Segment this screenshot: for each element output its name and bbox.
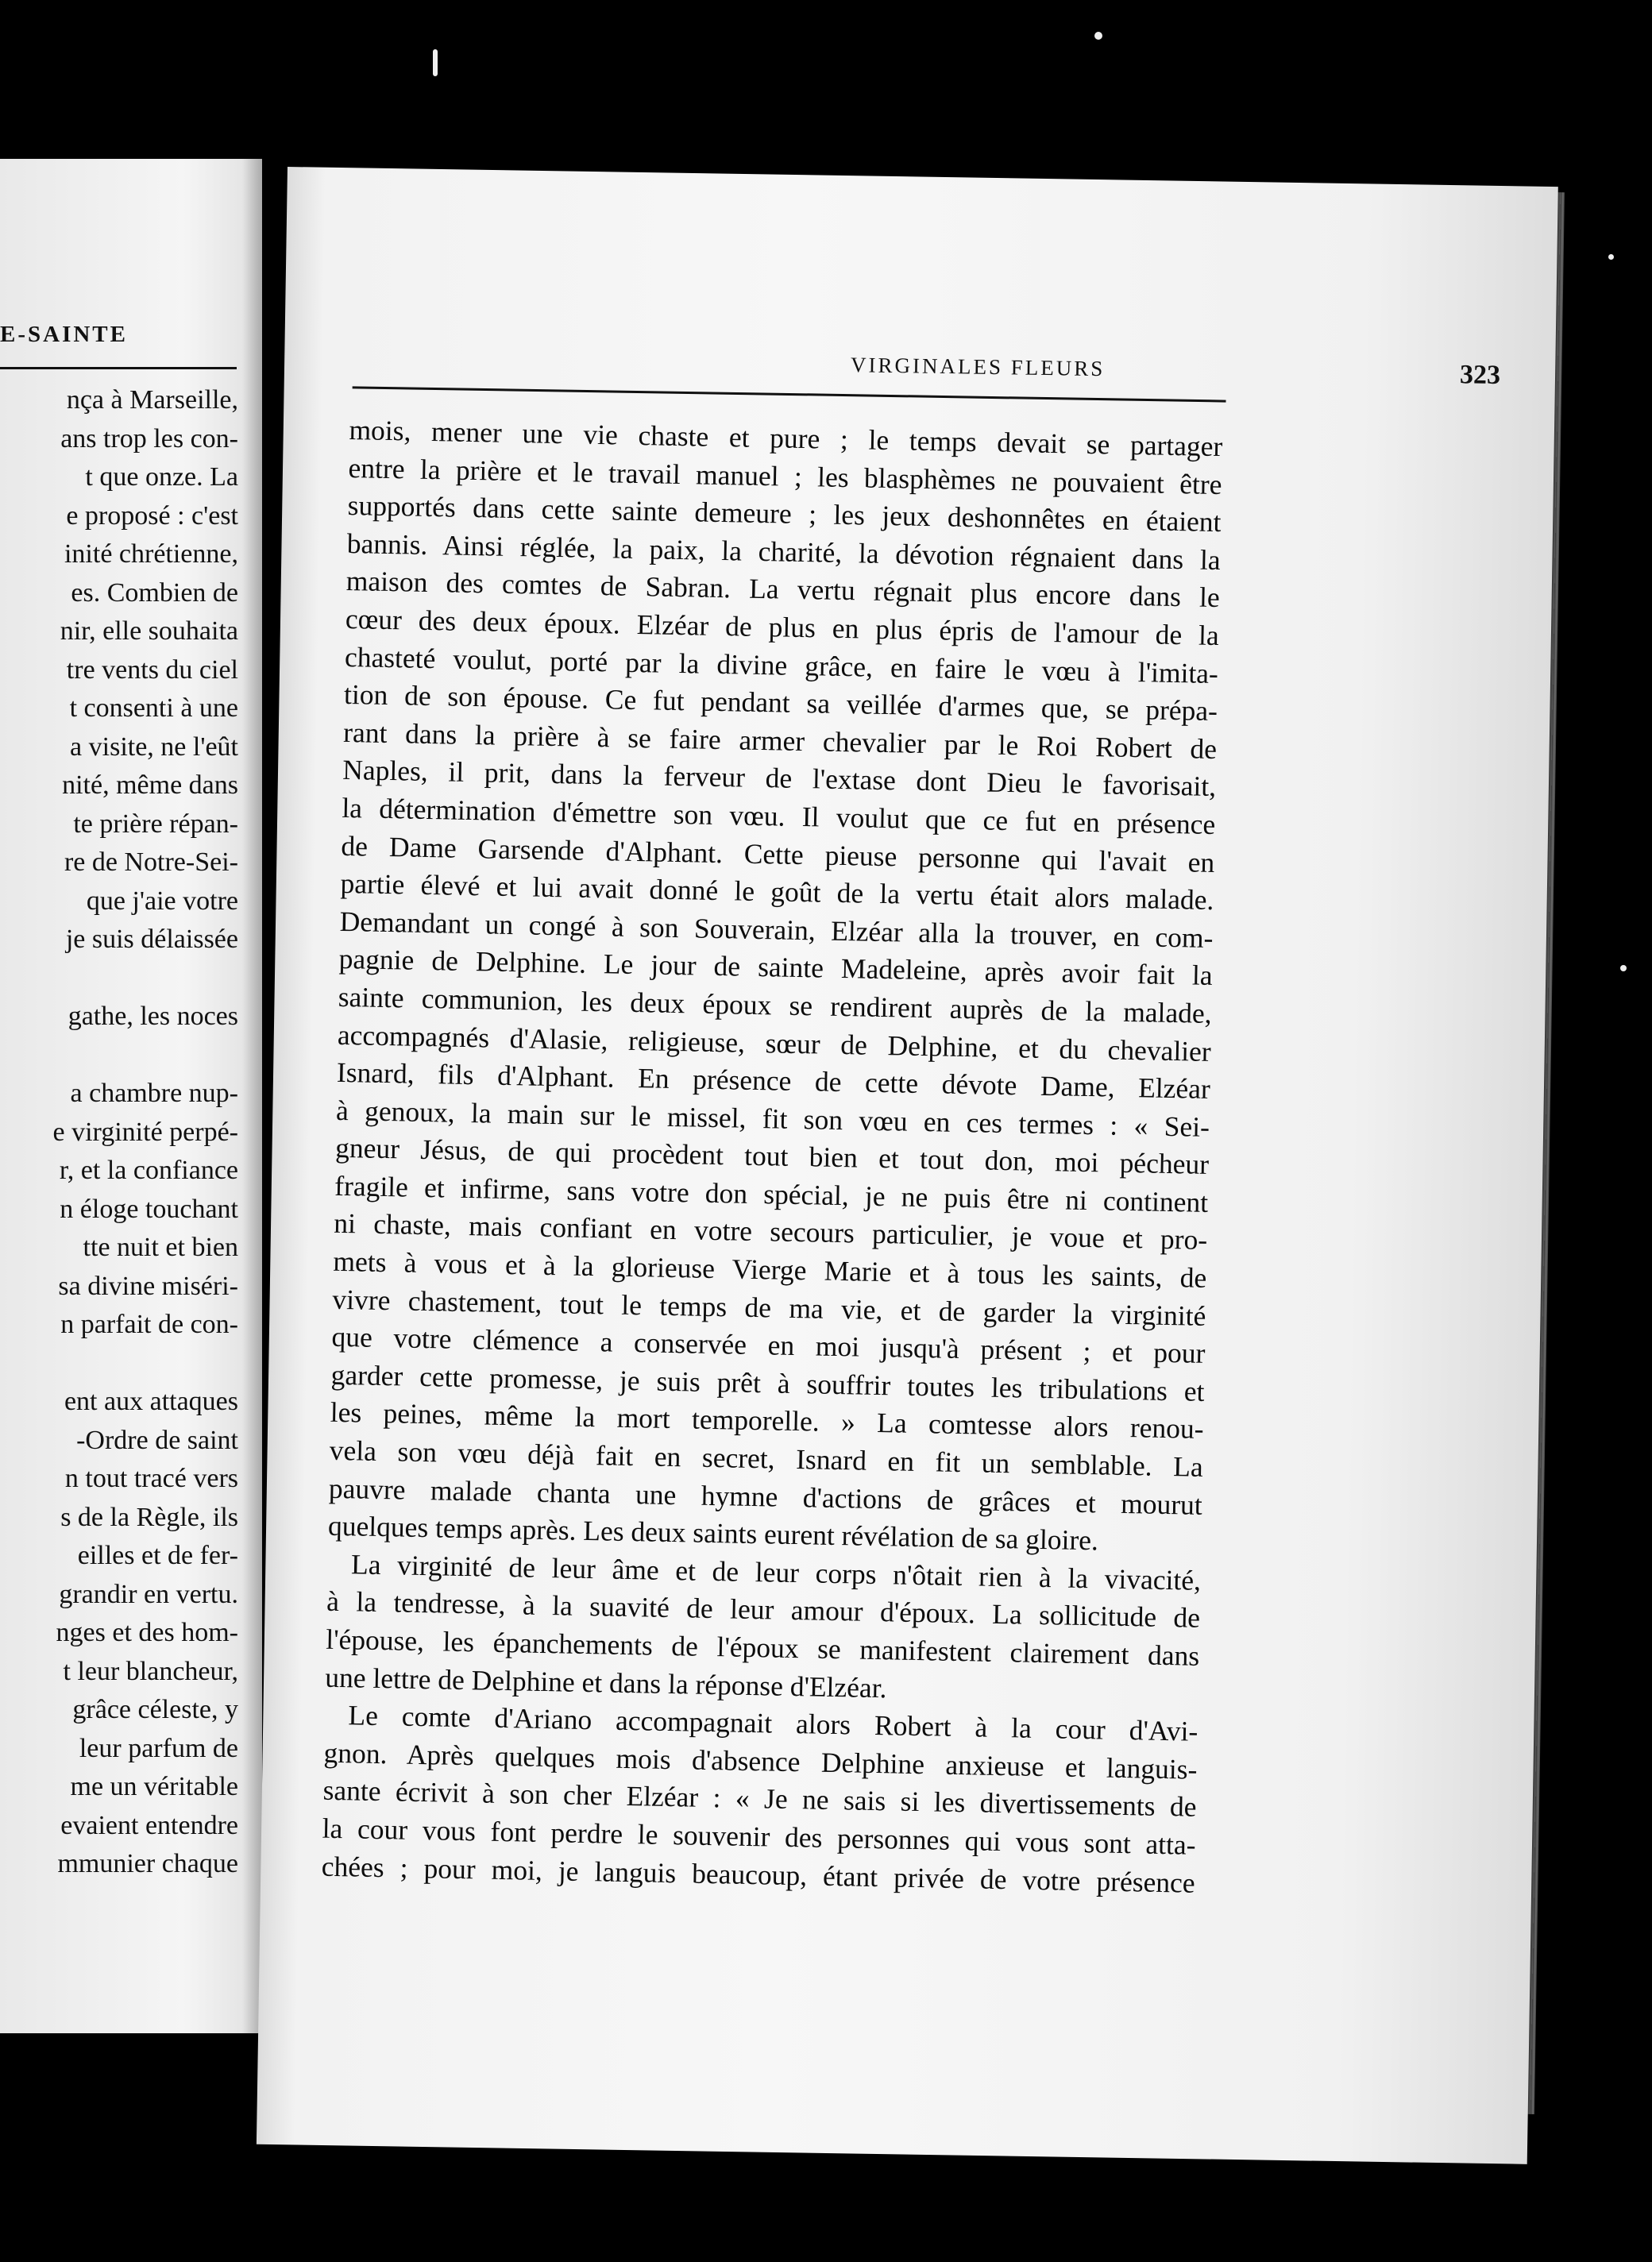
text-line: n éloge touchant — [60, 1194, 238, 1224]
text-line: la détermination d'émettre son vœu. Il voulut que ce fut en présence — [342, 791, 1216, 840]
text-line: garder cette promesse, je suis prêt à souffrir toutes les tribulations et — [330, 1358, 1205, 1407]
text-line: ni chaste, mais confiant en votre secours particulier, je voue et pro- — [333, 1207, 1208, 1256]
text-line: te prière répan- — [73, 809, 238, 839]
text-line: ans trop les con- — [60, 423, 238, 454]
blank-line — [0, 959, 238, 998]
blank-line — [0, 1345, 238, 1384]
text-line: fragile et infirme, sans votre don spécial, je ne puis être ni continent — [334, 1169, 1209, 1218]
text-line: gathe, les noces — [68, 1002, 238, 1031]
text-line: rant dans la prière à se faire armer chevalier par le Roi Robert de — [342, 716, 1218, 765]
header-rule — [353, 386, 1226, 402]
text-line: gnon. Après quelques mois d'absence Delphine anxieuse et languis- — [323, 1736, 1198, 1785]
text-line: re de Notre-Sei- — [64, 847, 238, 877]
text-line: n tout tracé vers — [64, 1464, 238, 1493]
left-page-text — [0, 381, 238, 1884]
text-line: supportés dans cette sainte demeure ; les jeux deshonnêtes en étaient — [347, 489, 1222, 538]
text-line: pauvre malade chanta une hymne d'actions de grâces et mourut — [328, 1472, 1203, 1521]
text-line: gneur Jésus, de qui procèdent tout bien et tout don, moi pécheur — [334, 1132, 1210, 1181]
text-line: a visite, ne l'eût — [70, 731, 238, 762]
text-line: les peines, même la mort temporelle. » La comtesse alors renou- — [330, 1396, 1204, 1446]
text-line: bannis. Ainsi réglée, la paix, la charité, la dévotion régnaient dans la — [346, 527, 1221, 576]
text-line: e virginité perpé- — [52, 1117, 238, 1147]
dust-speck — [1094, 32, 1102, 40]
dust-speck — [1608, 254, 1614, 260]
right-page-text — [321, 411, 1222, 1902]
text-line: me un véritable — [70, 1772, 238, 1801]
text-line: chasteté voulut, porté par la divine grâce, en faire le vœu à l'imita- — [344, 640, 1219, 689]
text-line: a chambre nup- — [70, 1079, 238, 1108]
left-page-header: E-SAINTE — [0, 322, 128, 347]
text-line: grandir en vertu. — [59, 1579, 238, 1609]
text-line: entre la prière et le travail manuel ; les blasphèmes ne pouvaient être — [348, 451, 1222, 500]
text-line: evaient entendre — [60, 1810, 238, 1840]
text-line: une lettre de Delphine et dans la réponse d'Elzéar. — [325, 1661, 887, 1704]
page-number: 323 — [1459, 360, 1501, 391]
text-line: nça à Marseille, — [66, 385, 238, 415]
text-line: pagnie de Delphine. Le jour de sainte Madeleine, après avoir fait la — [338, 943, 1213, 992]
left-header-rule — [0, 367, 237, 369]
dust-speck — [1620, 965, 1627, 971]
text-line: sainte communion, les deux époux se rendirent auprès de la malade, — [338, 980, 1213, 1029]
text-line: tion de son épouse. Ce fut pendant sa veillée d'armes que, se prépa- — [343, 678, 1218, 728]
text-line: nges et des hom- — [56, 1618, 238, 1647]
text-line: t leur blancheur, — [63, 1656, 238, 1686]
text-line: eilles et de fer- — [77, 1541, 238, 1570]
text-line: mmunier chaque — [57, 1849, 238, 1878]
text-line: es. Combien de — [71, 577, 238, 608]
text-line: e proposé : c'est — [66, 500, 238, 531]
text-line: je suis délaissée — [65, 924, 238, 954]
text-line: partie élevé et lui avait donné le goût de la vertu était alors malade. — [340, 867, 1214, 917]
text-line: cœur des deux époux. Elzéar de plus en plus épris de l'amour de la — [345, 602, 1220, 652]
text-line: à genoux, la main sur le missel, fit son vœu en ces termes : « Sei- — [335, 1094, 1210, 1143]
text-line: Naples, il prit, dans la ferveur de l'extase dont Dieu le favorisait, — [342, 754, 1217, 803]
text-line: n parfait de con- — [60, 1310, 238, 1339]
text-line: mets à vous et à la glorieuse Vierge Marie et à tous les saints, de — [333, 1245, 1207, 1294]
text-line: ent aux attaques — [64, 1387, 238, 1416]
text-line: que votre clémence a conservée en moi jusqu'à présent ; et pour — [331, 1321, 1206, 1370]
text-line: nité, même dans — [62, 770, 238, 800]
text-line: accompagnés d'Alasie, religieuse, sœur de Delphine, et du chevalier — [337, 1018, 1212, 1067]
text-line: Demandant un congé à son Souverain, Elzéar alla la trouver, en com- — [339, 905, 1214, 954]
text-line: tre vents du ciel — [66, 654, 238, 685]
text-line: inité chrétienne, — [64, 539, 238, 569]
dust-speck — [433, 49, 438, 76]
text-line: nir, elle souhaita — [60, 616, 238, 646]
left-page — [0, 159, 262, 2033]
text-line: chées ; pour moi, je languis beaucoup, étant privée de votre présence — [321, 1850, 1196, 1899]
text-line: r, et la confiance — [59, 1156, 238, 1185]
text-line: quelques temps après. Les deux saints eurent révélation de sa gloire. — [327, 1509, 1099, 1557]
text-line: Le comte d'Ariano accompagnait alors Robert à la cour d'Avi- — [348, 1699, 1198, 1747]
text-line: la cour vous font perdre le souvenir des personnes qui vous sont atta- — [322, 1812, 1196, 1861]
text-line: sante écrivit à son cher Elzéar : « Je ne sais si les divertissements de — [322, 1774, 1197, 1824]
text-line: à la tendresse, à la suavité de leur amour d'époux. La sollicitude de — [326, 1585, 1201, 1635]
blank-line — [0, 1036, 238, 1075]
text-line: s de la Règle, ils — [60, 1502, 238, 1532]
text-line: l'épouse, les épanchements de l'époux se manifestent clairement dans — [325, 1623, 1200, 1672]
text-line: vela son vœu déjà fait en secret, Isnard en fit un semblable. La — [329, 1434, 1204, 1483]
text-line: sa divine miséri- — [58, 1271, 238, 1301]
text-line: que j'aie votre — [86, 886, 238, 916]
text-line: de Dame Garsende d'Alphant. Cette pieuse personne qui l'avait en — [341, 829, 1215, 878]
text-line: maison des comtes de Sabran. La vertu régnait plus encore dans le — [345, 565, 1221, 614]
text-line: La virginité de leur âme et de leur corps n'ôtait rien à la vivacité, — [350, 1548, 1202, 1596]
text-line: t consenti à une — [69, 693, 238, 723]
text-line: t que onze. La — [85, 462, 238, 492]
text-line: Isnard, fils d'Alphant. En présence de cette dévote Dame, Elzéar — [336, 1056, 1211, 1106]
text-line: grâce céleste, y — [72, 1695, 238, 1724]
text-line: leur parfum de — [79, 1733, 238, 1763]
text-line: -Ordre de saint — [76, 1425, 238, 1455]
running-head: VIRGINALES FLEURS — [850, 353, 1106, 381]
text-line: tte nuit et bien — [83, 1233, 238, 1262]
text-line: mois, mener une vie chaste et pure ; le temps devait se partager — [349, 413, 1223, 463]
text-line: vivre chastement, tout le temps de ma vie, et de garder la virginité — [332, 1283, 1206, 1332]
